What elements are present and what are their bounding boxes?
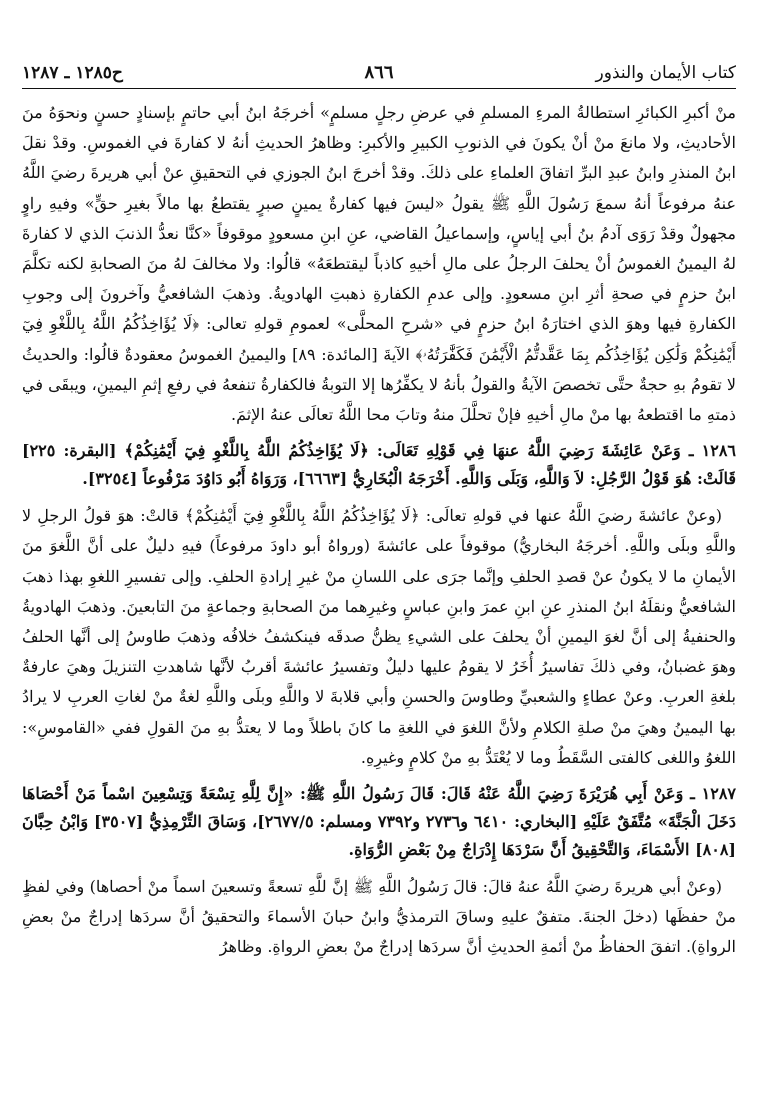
- page-number: ٨٦٦: [364, 62, 394, 83]
- page-body: [22, 98, 736, 969]
- page-header: [22, 58, 736, 89]
- hadith-range: ح١٢٨٥ ـ ١٢٨٧: [22, 63, 123, 83]
- hadith-1287: ١٢٨٧ ـ وَعَنْ أَبِي هُرَيْرَةَ رَضِيَ اللَّهُ عَنْهُ قَالَ: قَالَ رَسُولُ اللَّهِ ﷺ: «إِنَّ لِلَّهِ تِسْعَةً وَتِسْعِينَ اسْماً مَنْ أَحْصَاهَا دَخَلَ الْجَنَّةَ» مُتَّفَقٌ عَلَيْهِ [البخاري: ٦٤١٠ و٢٧٣٦ و٧٣٩٢ ومسلم: ٢٦٧٧/٥]، وَسَاقَ التِّرْمِذِيُّ [٣٥٠٧] وَابْنُ حِبَّانَ [٨٠٨] الأَسْمَاءَ، وَالتَّحْقِيقُ أَنَّ سَرْدَهَا إِدْرَاجٌ مِنْ بَعْضِ الرُّوَاةِ.: [22, 779, 736, 864]
- commentary-paragraph: منْ أكبرِ الكبائرِ استطالةُ المرءِ المسلمِ في عرضِ رجلٍ مسلمٍ» أخرجَهُ ابنُ أبي حاتمٍ بإسنادٍ حسنٍ ونحوَهُ منَ الأحاديثِ، ولا مانعَ منْ أنْ يكونَ في الذنوبِ الكبيرِ والأكبرِ: وظاهرُ الحديثِ أنهُ لا كفارةَ في الغموسِ. وقدْ نقلَ ابنُ المنذرِ وابنُ عبدِ البرِّ اتفاقَ العلماءِ على ذلكَ. وقدْ أخرجَ ابنُ الجوزي في التحقيقِ عنْ أبي هريرةَ رضيَ اللَّهُ عنهُ مرفوعاً أنهُ سمعَ رَسُولَ اللَّهِ ﷺ يقولُ «ليسَ فيها كفارةٌ يمينٍ صبرٍ يقتطعُ بها مالاً بغيرِ حقٍّ» وفيهِ راوٍ مجهولٌ وقدْ رَوَى آدمُ بنُ أبي إياسٍ، وإسماعيلُ القاضي، عنِ ابنِ مسعودٍ موقوفاً «كنَّا نعدُّ الذنبَ الذي لا كفارةَ لهُ اليمينُ الغموسُ أنْ يحلفَ الرجلُ على مالِ أخيهِ كاذباً ليقتطعَهُ» قالُوا: ولا مخالفَ لهُ منَ الصحابةِ لكنه تكلَّمَ ابنُ حزمٍ في صحةِ أثرِ ابنِ مسعودٍ. وإلى عدمِ الكفارةِ ذهبتِ الهادويةُ. وذهبَ الشافعيُّ وآخرونَ إلى وجوبِ الكفارةِ فيها وهوَ الذي اختارَهُ ابنُ حزمٍ في «شرحِ المحلَّى» لعمومِ قولهِ تعالى: ﴿لَا يُؤَاخِذُكُمُ اللَّهُ بِاللَّغْوِ فِيٓ أَيْمَٰنِكُمْ وَلَٰكِن يُؤَاخِذُكُم بِمَا عَقَّدتُّمُ الْأَيْمَٰنَ فَكَفَّٰرَتُهُۥ﴾ الآيةَ [المائدة: ٨٩] واليمينُ الغموسُ معقودةٌ قالُوا: والحديثُ لا تقومُ بهِ حجةٌ حتَّى تخصصَ الآيةُ والقولُ بأنهُ لا يكفِّرُها إلا التوبةُ فالكفارةُ تنفعهُ في رفعِ إثمِ اليمينِ، ويبقَى في ذمتهِ ما اقتطعهُ بها منْ مالِ أخيهِ فإنْ تحلَّلَ منهُ وتابَ محا اللَّهُ تعالَى عنهُ الإثمَ.: [22, 103, 737, 425]
- commentary-1286: (وعنْ عائشةَ رضيَ اللَّهُ عنها في قولهِ تعالَى: ﴿لَا يُؤَاخِذُكُمُ اللَّهُ بِاللَّغْوِ فِيٓ أَيْمَٰنِكُمْ﴾ قالتْ: هوَ قولُ الرجلِ لا واللَّهِ وبلَى واللَّهِ. أخرجَهُ البخاريُّ) موقوفاً على عائشةَ (ورواهُ أبو داودَ مرفوعاً) فيهِ دليلٌ على أنَّ اللَّغوَ منَ الأيمانِ ما لا يكونُ عنْ قصدِ الحلفِ وإنَّما جرَى على اللسانِ منْ غيرِ إرادةِ الحلفِ. وإلى تفسيرِ اللغوِ بهذا ذهبَ الشافعيُّ ونقلَهُ ابنُ المنذرِ عنِ ابنِ عمرَ وابنِ عباسٍ وغيرِهما منَ الصحابةِ وجماعةٍ منَ التابعينَ. وذهبَ الهادويةُ والحنفيةُ إلى أنَّ لغوَ اليمينِ أنْ يحلفَ على الشيءِ يظنُّ صدقَه فينكشفُ خلافُه وذهبَ طاوسُ إلى أنَّها الحلفُ وهوَ غضبانُ، وفي ذلكَ تفاسيرُ أُخَرُ لا يقومُ عليها دليلٌ وتفسيرُ عائشةَ أقربُ لأنَّها شاهدتِ التنزيلَ وهيَ عارفةٌ بلغةِ العربِ. وعنْ عطاءٍ والشعبيِّ وطاوسَ والحسنِ وأبي قلابةَ لا واللَّهِ وبلَى واللَّهِ لغةٌ منْ لغاتِ العربِ لا يرادُ بها اليمينُ وهيَ منْ صلةِ الكلامِ ولأنَّ اللغوَ في اللغةِ ما كانَ باطلاً وما لا يعتدُّ بهِ منَ القولِ ففي «القاموسِ»: اللغوُ واللغى كالفتى السَّقَطُ وما لا يُعْتَدُّ بهِ منْ كلامٍ وغيرِهِ.: [22, 506, 736, 767]
- book-title: كتاب الأيمان والنذور: [595, 63, 736, 83]
- commentary-1287: (وعنْ أبي هريرةَ رضيَ اللَّهُ عنهُ قالَ: قالَ رَسُولُ اللَّهِ ﷺ إنَّ للَّهِ تسعةً وتسعينَ اسماً منْ أحصاها) وفي لفظٍ منْ حفظَها (دخلَ الجنةَ. متفقٌ عليهِ وساقَ الترمذيُّ وابنُ حبانَ الأسماءَ والتحقيقُ أنَّ سردَها إدراجٌ منْ بعضِ الرواةِ). اتفقَ الحفاظُ منْ أئمةِ الحديثِ أنَّ سردَها إدراجٌ منْ بعضِ الرواةِ. وظاهرُ: [22, 877, 736, 957]
- hadith-1286: ١٢٨٦ ـ وَعَنْ عَائِشَةَ رَضِيَ اللَّهُ عنهَا فِي قَوْلِهِ تَعَالَى: ﴿لَا يُؤَاخِذُكُمُ اللَّهُ بِاللَّغْوِ فِيٓ أَيْمَٰنِكُمْ﴾ [البقرة: ٢٢٥] قَالَتْ: هُوَ قَوْلُ الرَّجُلِ: لاَ وَاللَّهِ، وَبَلَى وَاللَّهِ. أَخْرَجَهُ الْبُخَارِيُّ [٦٦٦٣]، وَرَوَاهُ أَبُو دَاوُدَ مَرْفُوعاً [٣٢٥٤].: [22, 436, 736, 493]
